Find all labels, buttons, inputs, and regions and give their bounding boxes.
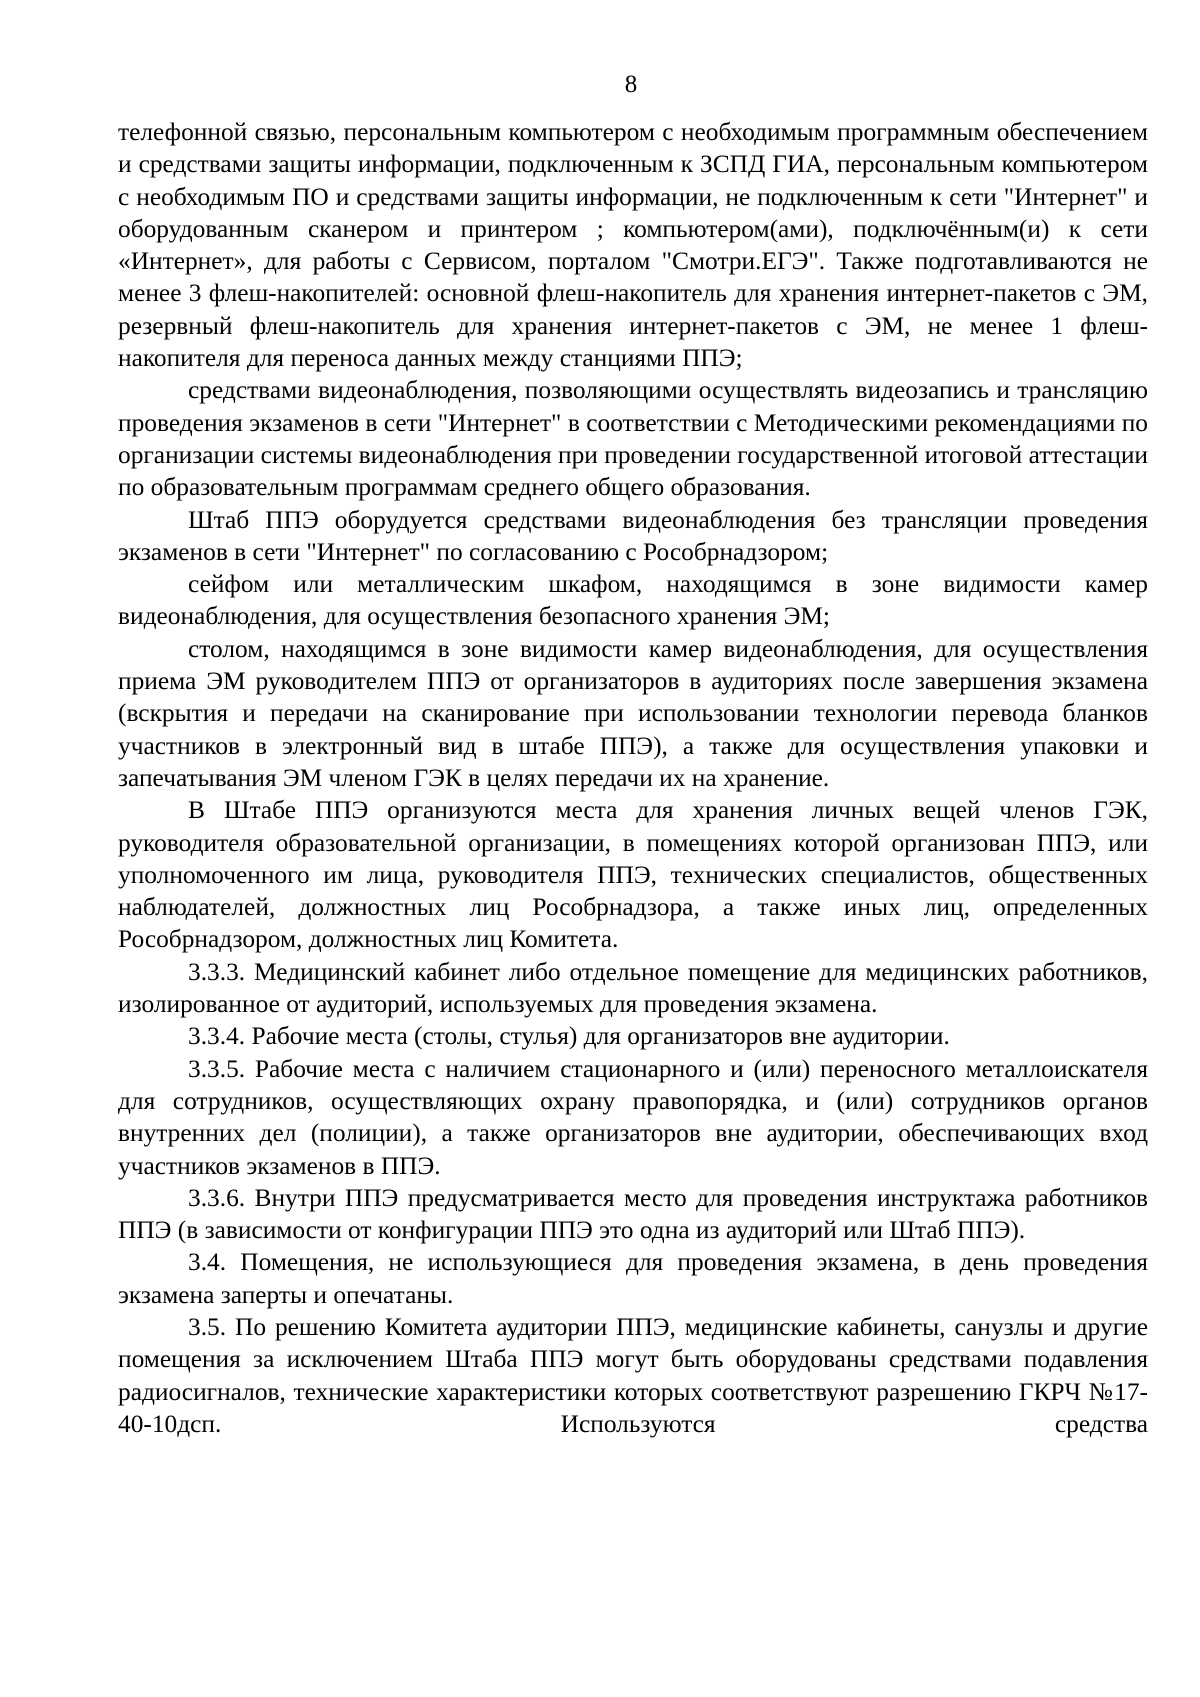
paragraph-equipment-list: телефонной связью, персональным компьютером с необходимым программным обеспечением и средствами защиты информации, подключенным к ЗСПД ГИА, персональным компьютером с необходимым ПО и средствами защиты информации, не подключенным к сети "Интернет" и оборудованным сканером и принтером ; компьютером(ами), подключённым(и) к сети «Интернет», для работы с Сервисом, порталом "Смотри.ЕГЭ". Также подготавливаются не менее 3 флеш-накопителей: основной флеш-накопитель для хранения интернет-пакетов с ЭМ, резервный флеш-накопитель для хранения интернет-пакетов с ЭМ, не менее 1 флеш-накопителя для переноса данных между станциями ППЭ;	[118, 118, 1148, 373]
page-number: 8	[624, 71, 638, 98]
paragraph-3-3-3: 3.3.3. Медицинский кабинет либо отдельное помещение для медицинских работников, изолированное от аудиторий, используемых для проведения экзамена.	[118, 957, 1148, 1019]
paragraph-3-4: 3.4. Помещения, не использующиеся для проведения экзамена, в день проведения экзамена заперты и опечатаны.	[118, 1248, 1148, 1309]
paragraph-hq-video: Штаб ППЭ оборудуется средствами видеонаблюдения без трансляции проведения экзаменов в сети "Интернет" по согласованию с Рособрнадзором;	[118, 505, 1148, 566]
paragraph-3-3-4: 3.3.4. Рабочие места (столы, стулья) для организаторов вне аудитории.	[188, 1022, 950, 1051]
paragraph-video-surveillance: средствами видеонаблюдения, позволяющими осуществлять видеозапись и трансляцию проведения экзаменов в сети "Интернет" в соответствии с Методическими рекомендациями по организации системы видеонаблюдения при проведении государственной итоговой аттестации по образовательным программам среднего общего образования.	[118, 376, 1148, 502]
paragraph-safe: сейфом или металлическим шкафом, находящимся в зоне видимости камер видеонаблюдения, для осуществления безопасного хранения ЭМ;	[118, 570, 1148, 631]
paragraph-table: столом, находящимся в зоне видимости камер видеонаблюдения, для осуществления приема ЭМ руководителем ППЭ от организаторов в аудиториях после завершения экзамена (вскрытия и передачи на сканирование при использовании технологии перевода бланков участников в электронный вид в штабе ППЭ), а также для осуществления упаковки и запечатывания ЭМ членом ГЭК в целях передачи их на хранение.	[118, 634, 1148, 792]
paragraph-3-5: 3.5. По решению Комитета аудитории ППЭ, медицинские кабинеты, санузлы и другие помещения за исключением Штаба ППЭ могут быть оборудованы средствами подавления радиосигналов, технические характеристики которых соответствуют разрешению ГКРЧ №17-40-10дсп. Используются средства	[118, 1312, 1148, 1438]
paragraph-3-3-5: 3.3.5. Рабочие места с наличием стационарного и (или) переносного металлоискателя для сотрудников, осуществляющих охрану правопорядка, и (или) сотрудников органов внутренних дел (полиции), а также организаторов вне аудитории, обеспечивающих вход участников экзаменов в ППЭ.	[118, 1054, 1148, 1180]
document-body	[118, 116, 1148, 1440]
paragraph-storage-places: В Штабе ППЭ организуются места для хранения личных вещей членов ГЭК, руководителя образовательной организации, в помещениях которой организован ППЭ, или уполномоченного им лица, руководителя ППЭ, технических специалистов, общественных наблюдателей, должностных лиц Рособрнадзора, а также иных лиц, определенных Рособрнадзором, должностных лиц Комитета.	[118, 796, 1148, 954]
paragraph-3-3-6: 3.3.6. Внутри ППЭ предусматривается место для проведения инструктажа работников ППЭ (в зависимости от конфигурации ППЭ это одна из аудиторий или Штаб ППЭ).	[118, 1183, 1148, 1245]
